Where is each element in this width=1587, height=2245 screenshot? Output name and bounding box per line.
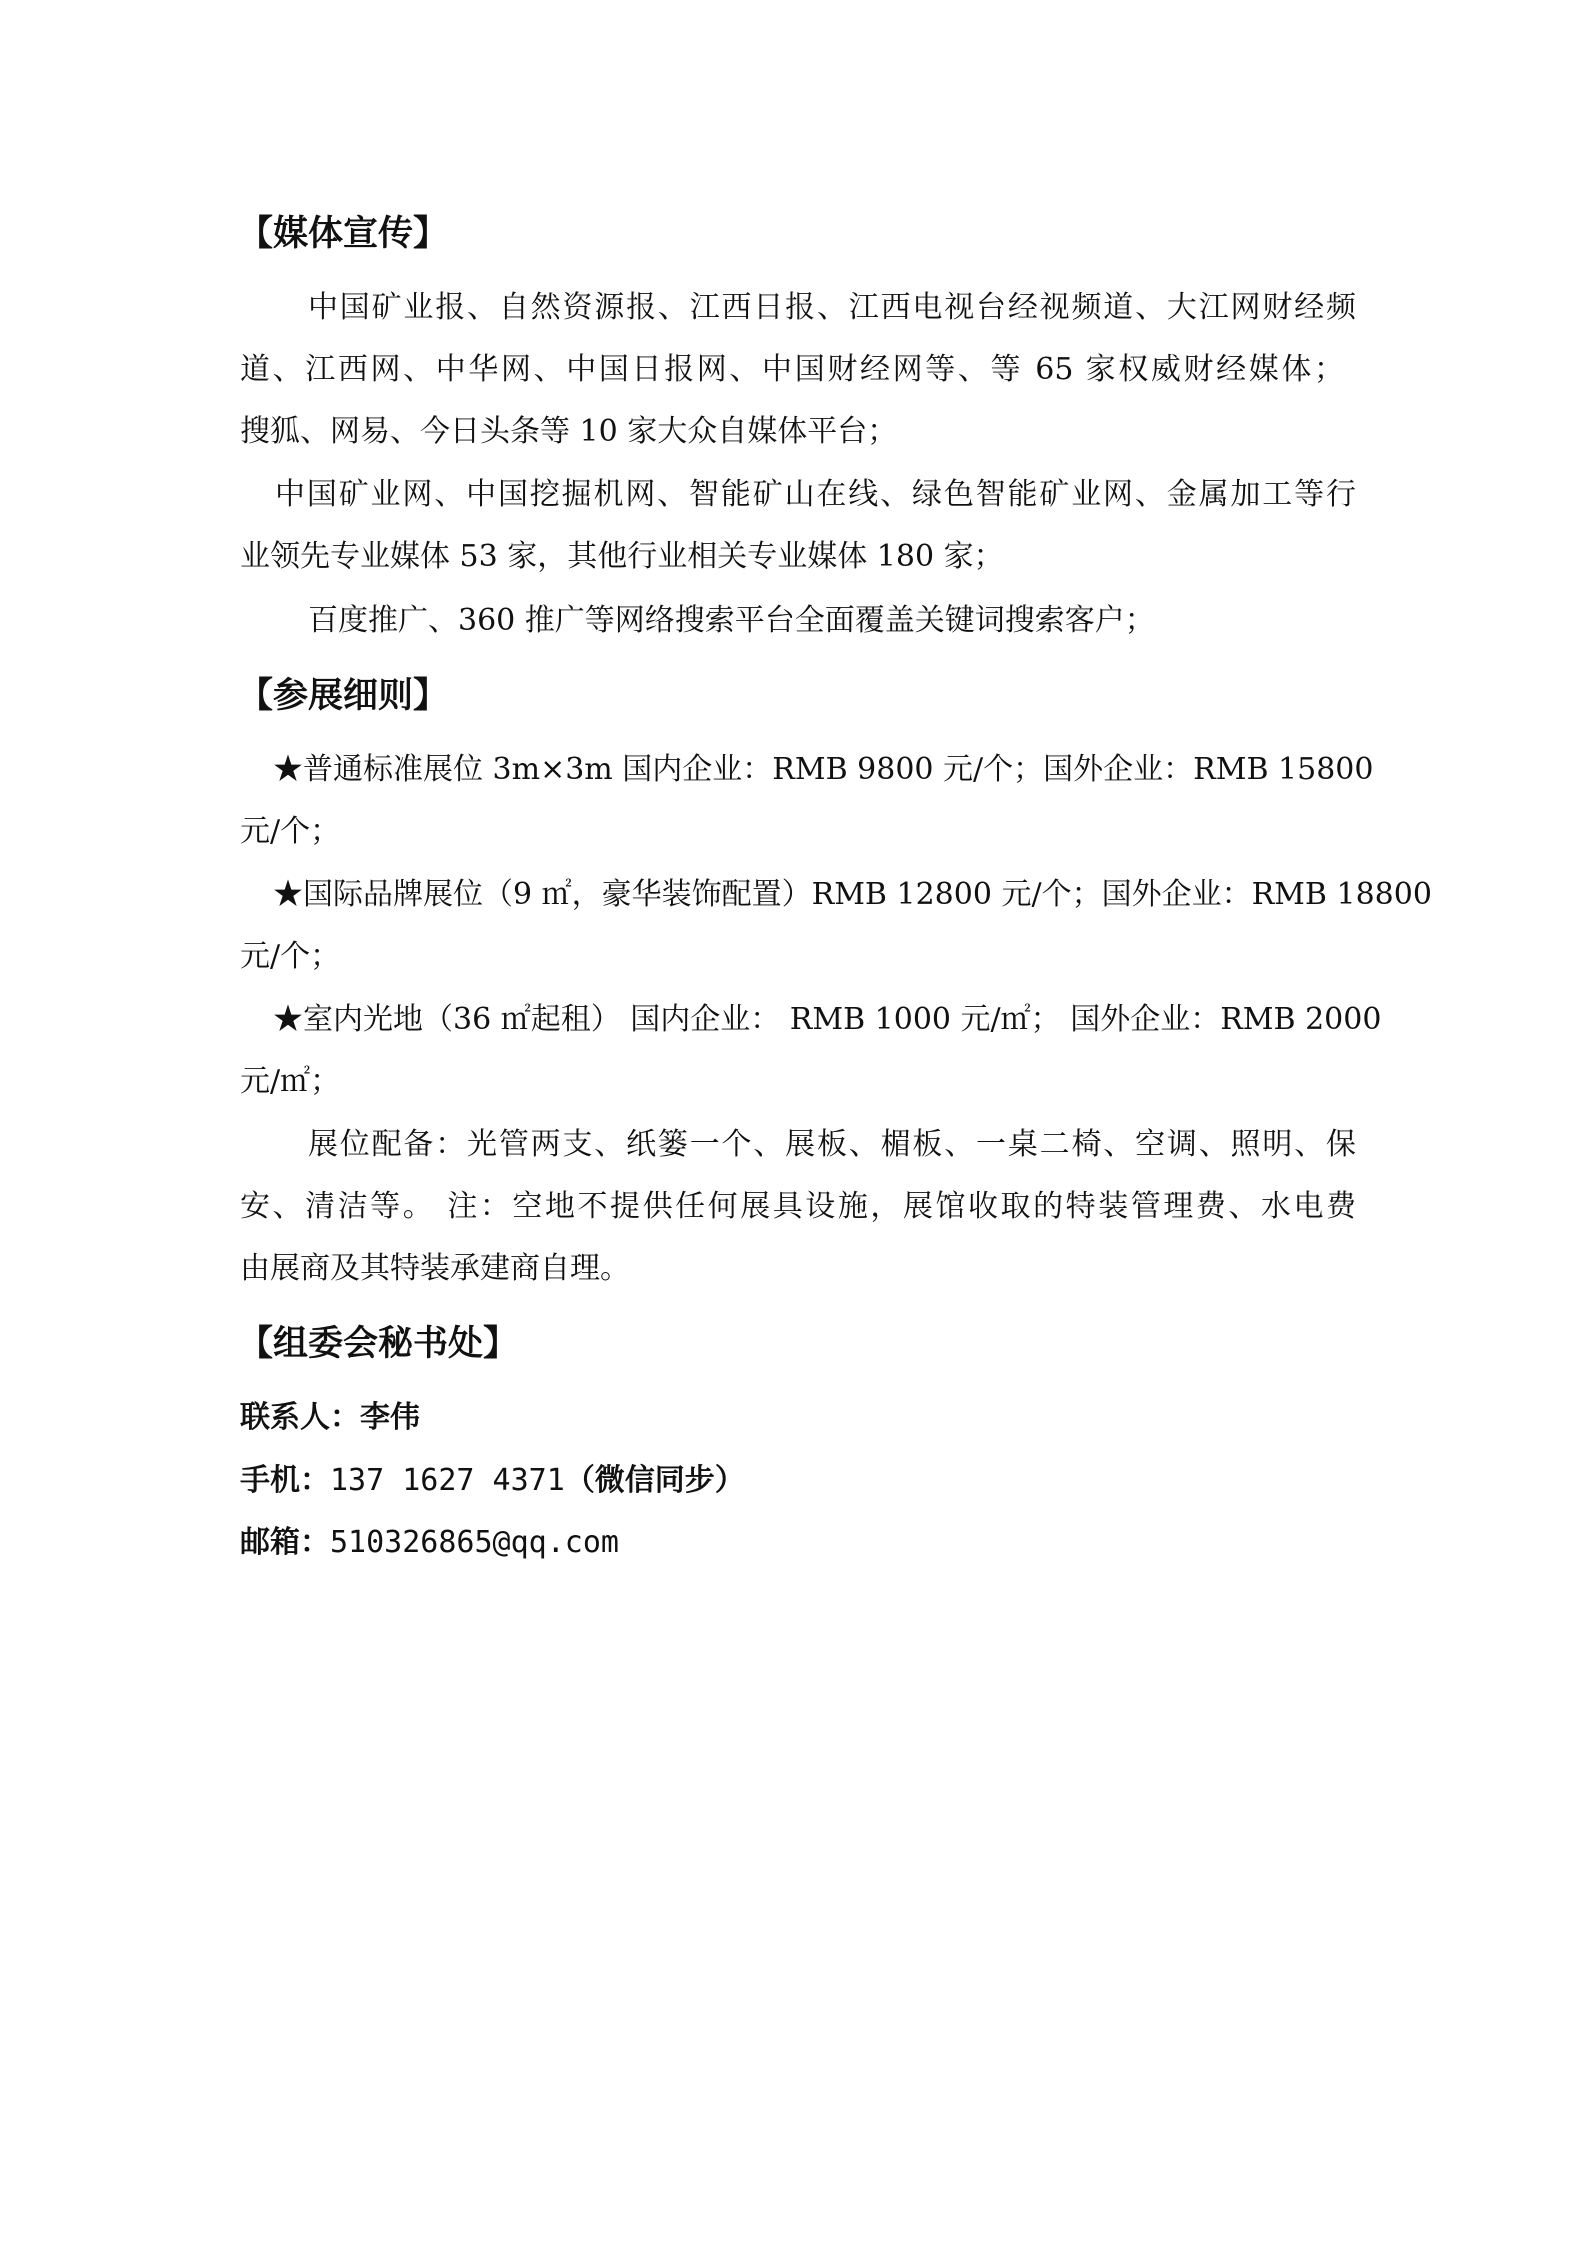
contact-person [240,1398,420,1438]
media-line-5: 业领先专业媒体 53 家，其他行业相关专业媒体 180 家； [240,539,1004,574]
rules-line-4: 元/个； [240,939,341,974]
rules-line-5: ★室内光地（36 ㎡起租） 国内企业： RMB 1000 元/㎡； 国外企业：RMB 2000 [273,1002,1382,1037]
contact-phone [240,1461,745,1501]
phone-label: 手机： [240,1463,330,1498]
rules-line-8: 安、清洁等。 注：空地不提供任何展具设施，展馆收取的特装管理费、水电费 [240,1189,1356,1224]
rules-line-9: 由展商及其特装承建商自理。 [240,1251,630,1286]
media-heading: 【媒体宣传】 [238,214,449,254]
email-address: 510326865@qq.com [330,1525,619,1560]
rules-line-2: 元/个； [240,814,341,849]
rules-line-1: ★普通标准展位 3m×3m 国内企业：RMB 9800 元/个；国外企业：RMB 15800 [273,752,1374,787]
rules-line-3: ★国际品牌展位（9 ㎡，豪华装饰配置）RMB 12800 元/个；国外企业：RMB 18800 [273,877,1432,912]
secretariat-heading: 【组委会秘书处】 [238,1324,519,1364]
contact-label: 联系人： [240,1400,360,1435]
email-label: 邮箱： [240,1525,330,1560]
media-line-6: 百度推广、360 推广等网络搜索平台全面覆盖关键词搜索客户； [308,603,1155,638]
phone-note: （微信同步） [564,1463,745,1498]
rules-heading: 【参展细则】 [238,676,449,716]
media-line-1: 中国矿业报、自然资源报、江西日报、江西电视台经视频道、大江网财经频 [308,290,1356,325]
media-line-4: 中国矿业网、中国挖掘机网、智能矿山在线、绿色智能矿业网、金属加工等行 [275,477,1356,512]
contact-email [240,1523,619,1563]
rules-line-7: 展位配备：光管两支、纸篓一个、展板、楣板、一桌二椅、空调、照明、保 [308,1127,1356,1162]
phone-number: 137 1627 4371 [330,1463,565,1498]
rules-line-6: 元/㎡； [240,1064,341,1099]
contact-name: 李伟 [360,1400,420,1435]
media-line-2: 道、江西网、中华网、中国日报网、中国财经网等、等 65 家权威财经媒体； [240,352,1344,387]
media-line-3: 搜狐、网易、今日头条等 10 家大众自媒体平台； [240,414,898,449]
